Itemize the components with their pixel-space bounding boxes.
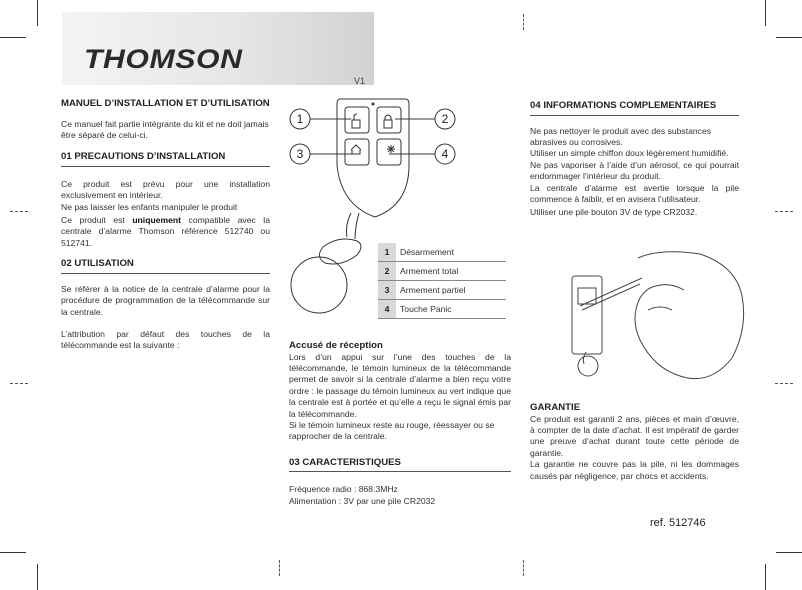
hand bbox=[635, 252, 744, 379]
button-3 bbox=[345, 139, 369, 165]
legend-num: 4 bbox=[378, 300, 396, 319]
section-01-title: 01 PRECAUTIONS D’INSTALLATION bbox=[61, 151, 270, 167]
legend-row bbox=[378, 243, 506, 262]
warranty-title: GARANTIE bbox=[530, 402, 581, 413]
column-middle bbox=[289, 340, 511, 507]
crop-mark bbox=[0, 37, 26, 38]
crop-mark bbox=[776, 552, 802, 553]
s04-text-3: Ne pas vaporiser à l’aide d’un aérosol, ce qui pourrait endommager l’intérieur du produit. bbox=[530, 159, 739, 182]
keychain-loop bbox=[347, 213, 360, 239]
s01-text-2: Ne pas laisser les enfants manipuler le produit bbox=[61, 201, 238, 212]
ack-title: Accusé de réception bbox=[289, 340, 383, 351]
brand-logo: THOMSON bbox=[84, 44, 243, 74]
column-right bbox=[530, 100, 739, 219]
fold-mark bbox=[775, 211, 793, 212]
remote-body bbox=[337, 99, 409, 217]
legend-num: 1 bbox=[378, 243, 396, 262]
s02-text-1: Se référer à la notice de la centrale d’alarme pour la procédure de programmation de la télécommande sur la centrale. bbox=[61, 283, 270, 317]
callout-4: 4 bbox=[441, 147, 449, 161]
fold-mark bbox=[775, 383, 793, 384]
crop-mark bbox=[37, 564, 38, 590]
column-right-lower bbox=[530, 402, 739, 482]
s01-text-3: Ce produit est uniquement compatible avec la centrale d’alarme Thomson référence 512740 ou 512741. bbox=[61, 215, 270, 248]
intro-text: Ce manuel fait partie intégrante du kit et ne doit jamais être séparé de celui-ci. bbox=[61, 118, 269, 140]
legend-row bbox=[378, 300, 506, 319]
legend-num: 2 bbox=[378, 262, 396, 281]
s01-text-1: Ce produit est prévu pour une installation exclusivement en intérieur. bbox=[61, 178, 270, 201]
legend-label: Touche Panic bbox=[396, 300, 506, 319]
legend-label: Désarmement bbox=[396, 243, 506, 262]
crop-mark bbox=[765, 0, 766, 26]
callout-1: 1 bbox=[296, 112, 304, 126]
column-left bbox=[61, 98, 270, 352]
s03-text-2: Alimentation : 3V par une pile CR2032 bbox=[289, 495, 436, 506]
crop-mark bbox=[776, 37, 802, 38]
section-02-title: 02 UTILISATION bbox=[61, 258, 270, 274]
crop-mark bbox=[0, 552, 26, 553]
button-legend bbox=[378, 243, 506, 319]
legend-label: Armement total bbox=[396, 262, 506, 281]
keychain-link bbox=[319, 239, 361, 264]
legend-row bbox=[378, 281, 506, 300]
crop-mark bbox=[37, 0, 38, 26]
key-ring bbox=[291, 257, 347, 313]
fold-mark bbox=[10, 383, 28, 384]
section-03-title: 03 CARACTERISTIQUES bbox=[289, 457, 511, 473]
callout-3: 3 bbox=[296, 147, 304, 161]
legend-label: Armement partiel bbox=[396, 281, 506, 300]
ack-text-1: Lors d’un appui sur l’une des touches de la télécommande, le témoin lumineux de la télécommande permet de savoir si la centrale d’alarme a bien reçu votre ordre : le passage du témoin lumineux au vert indique que la centrale est à portée et qu’elle a reçu le signal émis par la télécommande. bbox=[289, 351, 511, 419]
s04-text-1: Ne pas nettoyer le produit avec des substances abrasives ou corrosives. bbox=[530, 125, 712, 147]
fold-mark bbox=[279, 560, 280, 576]
fold-mark bbox=[10, 211, 28, 212]
fold-mark bbox=[523, 14, 524, 30]
s03-text-1: Fréquence radio : 868.3MHz bbox=[289, 484, 398, 495]
battery-illustration bbox=[560, 248, 750, 388]
section-04-title: 04 INFORMATIONS COMPLEMENTAIRES bbox=[530, 100, 739, 116]
legend-row bbox=[378, 262, 506, 281]
crop-mark bbox=[765, 564, 766, 590]
ack-text-2: Si le témoin lumineux reste au rouge, réessayer ou se rapprocher de la centrale. bbox=[289, 419, 495, 442]
manual-title: MANUEL D’INSTALLATION ET D’UTILISATION bbox=[61, 98, 270, 109]
s04-text-5: Utiliser une pile bouton 3V de type CR2032. bbox=[530, 207, 698, 218]
version-label: V1 bbox=[354, 76, 366, 86]
s04-text-4: La centrale d’alarme est avertie lorsque la pile commence à faiblir, et en avisera l’utilisateur. bbox=[530, 182, 739, 204]
warranty-text-1: Ce produit est garanti 2 ans, pièces et main d’œuvre, à compter de la date d’achat. Il est impératif de garder une preuve d’achat durant toute cette période de garantie. bbox=[530, 413, 739, 458]
fold-mark bbox=[523, 560, 524, 576]
reference-number: ref. 512746 bbox=[650, 517, 706, 529]
legend-num: 3 bbox=[378, 281, 396, 300]
warranty-text-2: La garantie ne couvre pas la pile, ni les dommages causés par négligence, par chocs et accidents. bbox=[530, 459, 739, 481]
s02-text-2: L’attribution par défaut des touches de la télécommande est la suivante : bbox=[61, 328, 270, 351]
callout-2: 2 bbox=[441, 112, 449, 126]
s04-text-2: Utiliser un simple chiffon doux légèrement humidifié. bbox=[530, 148, 729, 159]
button-4 bbox=[377, 139, 401, 165]
